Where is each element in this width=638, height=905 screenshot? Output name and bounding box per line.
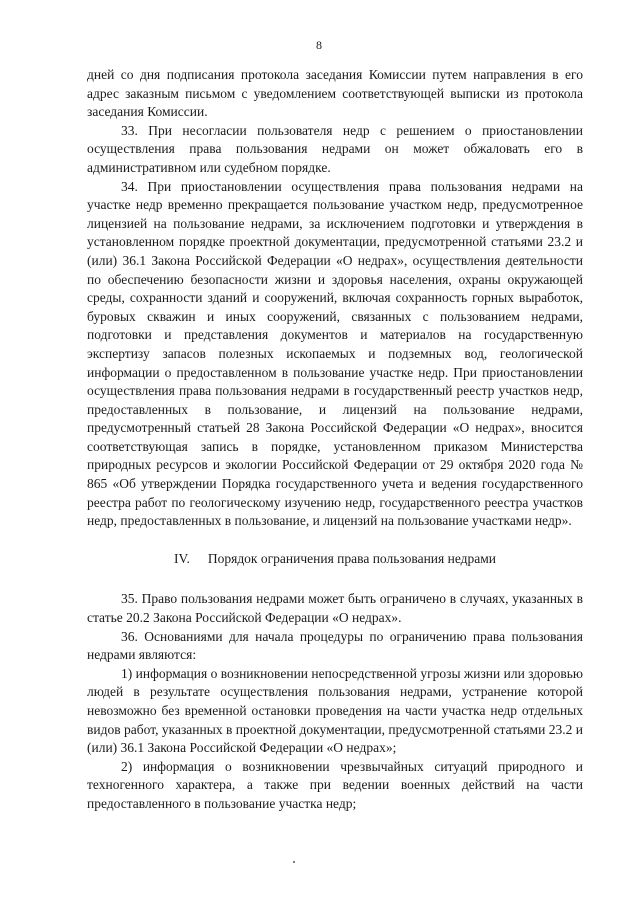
paragraph-36-item-1: 1) информация о возникновении непосредственной угрозы жизни или здоровью людей в результате осуществления пользования недрами, устранение которой невозможно без временной остановки проведения на части участка недр отдельных видов работ, указанных в проектной документации, предусмотренной статьями 23.2 и (или) 36.1 Закона Российской Федерации «О недрах»; [87, 665, 583, 756]
section-heading [87, 550, 583, 569]
paragraph-continuation: дней со дня подписания протокола заседания Комиссии путем направления в его адрес заказным письмом с уведомлением соответствующей выписки из протокола заседания Комиссии. [87, 67, 583, 120]
paragraph-36-item-2: 2) информация о возникновении чрезвычайных ситуаций природного и техногенного характера, а также при ведении военных действий на части предоставленного в пользование участка недр; [87, 758, 583, 811]
page-number: 8 [316, 38, 322, 52]
scan-speck [293, 861, 295, 863]
document-body [87, 66, 583, 814]
section-title: Порядок ограничения права пользования недрами [207, 550, 497, 566]
paragraph-34: 34. При приостановлении осуществления права пользования недрами на участке недр временно прекращается пользование участком недр, предусмотренное лицензией на пользование недрами, за исключением подготовки и утверждения в установленном порядке проектной документации, предусмотренной статьями 23.2 и (или) 36.1 Закона Российской Федерации «О недрах», осуществления деятельности по обеспечению безопасности жизни и здоровья населения, охраны окружающей среды, сохранности зданий и сооружений, включая сохранность горных выработок, буровых скважин и иных сооружений, связанных с пользованием недрами, подготовки и представления документов и материалов на государственную экспертизу запасов полезных ископаемых и подземных вод, геологической информации о предоставленном в пользование участке недр. При приостановлении осуществления права пользования недрами в государственный реестр участков недр, предоставленных в пользование, и лицензий на пользование недрами, предусмотренный статьей 28 Закона Российской Федерации «О недрах», вносится соответствующая запись в порядке, установленном приказом Министерства природных ресурсов и экологии Российской Федерации от 29 октября 2020 года № 865 «Об утверждении Порядка государственного учета и ведения государственного реестра работ по геологическому изучению недр, государственного реестра участков недр, предоставленных в пользование, и лицензий на пользование участками недр». [87, 178, 583, 529]
paragraph-33: 33. При несогласии пользователя недр с решением о приостановлении осуществления права пользования недрами он может обжаловать его в административном или судебном порядке. [87, 122, 583, 175]
paragraph-35: 35. Право пользования недрами может быть ограничено в случаях, указанных в статье 20.2 Закона Российской Федерации «О недрах». [87, 591, 583, 626]
paragraph-36: 36. Основаниями для начала процедуры по ограничению права пользования недрами являются: [87, 628, 583, 663]
section-number: IV. [173, 550, 190, 566]
